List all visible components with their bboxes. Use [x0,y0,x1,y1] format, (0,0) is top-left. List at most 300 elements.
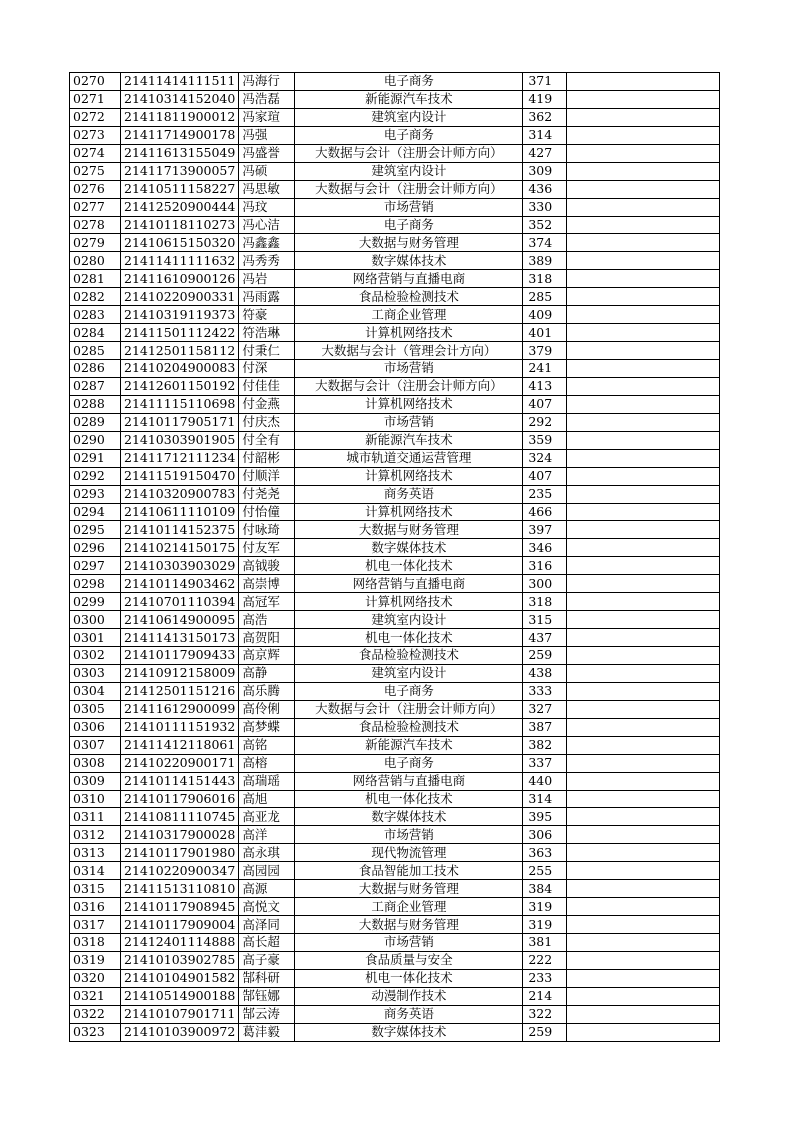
cell-candidate-id: 21410117908945 [121,898,239,916]
cell-serial-number: 0314 [70,862,121,880]
cell-serial-number: 0283 [70,306,121,324]
table-row [70,108,720,126]
cell-score: 318 [523,593,567,611]
cell-student-name: 郜钰娜 [239,987,295,1005]
cell-student-name: 高乐腾 [239,682,295,700]
table-row [70,144,720,162]
cell-major: 市场营销 [295,198,523,216]
cell-major: 机电一体化技术 [295,629,523,647]
cell-serial-number: 0290 [70,431,121,449]
table-row [70,969,720,987]
cell-student-name: 高铭 [239,736,295,754]
cell-remark [567,395,720,413]
cell-major: 新能源汽车技术 [295,736,523,754]
cell-candidate-id: 21411713900057 [121,162,239,180]
cell-major: 电子商务 [295,754,523,772]
cell-student-name: 付怡僮 [239,503,295,521]
cell-student-name: 冯心洁 [239,216,295,234]
cell-candidate-id: 21410114903462 [121,575,239,593]
cell-serial-number: 0292 [70,467,121,485]
cell-remark [567,180,720,198]
cell-score: 235 [523,485,567,503]
cell-score: 233 [523,969,567,987]
cell-serial-number: 0311 [70,808,121,826]
cell-major: 食品质量与安全 [295,951,523,969]
cell-serial-number: 0274 [70,144,121,162]
cell-candidate-id: 21411412118061 [121,736,239,754]
cell-score: 319 [523,916,567,934]
table-row [70,539,720,557]
cell-serial-number: 0320 [70,969,121,987]
cell-remark [567,431,720,449]
cell-remark [567,682,720,700]
cell-score: 314 [523,790,567,808]
cell-candidate-id: 21411612900099 [121,700,239,718]
table-row [70,951,720,969]
cell-candidate-id: 21411519150470 [121,467,239,485]
cell-candidate-id: 21410104901582 [121,969,239,987]
cell-score: 409 [523,306,567,324]
cell-major: 机电一体化技术 [295,557,523,575]
cell-remark [567,234,720,252]
cell-remark [567,880,720,898]
cell-candidate-id: 21410114151443 [121,772,239,790]
cell-serial-number: 0309 [70,772,121,790]
cell-candidate-id: 21410103900972 [121,1023,239,1041]
table-row [70,503,720,521]
table-row [70,826,720,844]
cell-remark [567,647,720,665]
table-row [70,682,720,700]
cell-major: 大数据与财务管理 [295,880,523,898]
cell-score: 389 [523,252,567,270]
cell-serial-number: 0291 [70,449,121,467]
cell-major: 食品智能加工技术 [295,862,523,880]
table-row [70,700,720,718]
cell-serial-number: 0308 [70,754,121,772]
table-row [70,73,720,91]
cell-score: 401 [523,324,567,342]
cell-remark [567,844,720,862]
cell-score: 309 [523,162,567,180]
cell-remark [567,449,720,467]
cell-score: 319 [523,898,567,916]
cell-student-name: 郜科研 [239,969,295,987]
cell-major: 电子商务 [295,682,523,700]
cell-score: 346 [523,539,567,557]
cell-candidate-id: 21410303901905 [121,431,239,449]
table-row [70,844,720,862]
table-row [70,126,720,144]
cell-student-name: 冯玟 [239,198,295,216]
cell-major: 网络营销与直播电商 [295,575,523,593]
cell-student-name: 高钺骏 [239,557,295,575]
cell-score: 384 [523,880,567,898]
cell-remark [567,557,720,575]
cell-major: 数字媒体技术 [295,1023,523,1041]
table-row [70,162,720,180]
cell-candidate-id: 21411513110810 [121,880,239,898]
cell-candidate-id: 21410111151932 [121,718,239,736]
table-row [70,360,720,378]
cell-candidate-id: 21412601150192 [121,377,239,395]
cell-candidate-id: 21410514900188 [121,987,239,1005]
cell-major: 网络营销与直播电商 [295,772,523,790]
cell-major: 大数据与会计（注册会计师方向） [295,377,523,395]
table-row [70,664,720,682]
cell-candidate-id: 21410118110273 [121,216,239,234]
cell-major: 现代物流管理 [295,844,523,862]
cell-student-name: 付金燕 [239,395,295,413]
cell-major: 新能源汽车技术 [295,90,523,108]
cell-major: 大数据与财务管理 [295,916,523,934]
cell-candidate-id: 21410511158227 [121,180,239,198]
cell-remark [567,754,720,772]
cell-candidate-id: 21411712111234 [121,449,239,467]
cell-major: 市场营销 [295,826,523,844]
cell-candidate-id: 21410614900095 [121,611,239,629]
cell-score: 381 [523,934,567,952]
table-row [70,180,720,198]
cell-serial-number: 0318 [70,934,121,952]
cell-serial-number: 0273 [70,126,121,144]
cell-remark [567,593,720,611]
cell-candidate-id: 21410204900083 [121,360,239,378]
cell-remark [567,503,720,521]
cell-candidate-id: 21410114152375 [121,521,239,539]
cell-serial-number: 0282 [70,288,121,306]
cell-student-name: 高梦蝶 [239,718,295,736]
cell-score: 259 [523,1023,567,1041]
cell-serial-number: 0307 [70,736,121,754]
cell-serial-number: 0323 [70,1023,121,1041]
cell-candidate-id: 21411411111632 [121,252,239,270]
cell-remark [567,898,720,916]
table-row [70,431,720,449]
cell-score: 314 [523,126,567,144]
cell-candidate-id: 21410611110109 [121,503,239,521]
cell-remark [567,969,720,987]
cell-score: 440 [523,772,567,790]
table-row [70,521,720,539]
cell-student-name: 冯家瑄 [239,108,295,126]
cell-score: 379 [523,342,567,360]
cell-score: 333 [523,682,567,700]
cell-student-name: 冯浩磊 [239,90,295,108]
cell-remark [567,862,720,880]
table-row [70,198,720,216]
cell-score: 387 [523,718,567,736]
cell-major: 动漫制作技术 [295,987,523,1005]
cell-student-name: 高园园 [239,862,295,880]
cell-candidate-id: 21411115110698 [121,395,239,413]
cell-serial-number: 0312 [70,826,121,844]
cell-candidate-id: 21410912158009 [121,664,239,682]
cell-remark [567,575,720,593]
cell-score: 427 [523,144,567,162]
cell-student-name: 高旭 [239,790,295,808]
cell-serial-number: 0278 [70,216,121,234]
cell-student-name: 高浩 [239,611,295,629]
cell-score: 438 [523,664,567,682]
cell-serial-number: 0319 [70,951,121,969]
cell-candidate-id: 21411811900012 [121,108,239,126]
cell-candidate-id: 21411610900126 [121,270,239,288]
cell-major: 数字媒体技术 [295,252,523,270]
cell-candidate-id: 21410117909004 [121,916,239,934]
cell-score: 437 [523,629,567,647]
cell-serial-number: 0294 [70,503,121,521]
table-row [70,916,720,934]
table-row [70,808,720,826]
cell-student-name: 高京辉 [239,647,295,665]
cell-remark [567,198,720,216]
cell-serial-number: 0277 [70,198,121,216]
cell-student-name: 高冠军 [239,593,295,611]
cell-score: 241 [523,360,567,378]
cell-serial-number: 0316 [70,898,121,916]
cell-remark [567,700,720,718]
table-row [70,898,720,916]
cell-major: 大数据与财务管理 [295,521,523,539]
cell-score: 363 [523,844,567,862]
cell-student-name: 符浩琳 [239,324,295,342]
cell-remark [567,629,720,647]
cell-major: 市场营销 [295,934,523,952]
cell-student-name: 高静 [239,664,295,682]
cell-candidate-id: 21411413150173 [121,629,239,647]
cell-remark [567,360,720,378]
cell-serial-number: 0296 [70,539,121,557]
cell-candidate-id: 21410314152040 [121,90,239,108]
cell-candidate-id: 21410117909433 [121,647,239,665]
cell-student-name: 高崇博 [239,575,295,593]
cell-student-name: 高榕 [239,754,295,772]
table-row [70,934,720,952]
cell-score: 318 [523,270,567,288]
cell-score: 374 [523,234,567,252]
table-row [70,790,720,808]
cell-serial-number: 0280 [70,252,121,270]
cell-serial-number: 0272 [70,108,121,126]
table-row [70,342,720,360]
cell-candidate-id: 21410303903029 [121,557,239,575]
cell-candidate-id: 21411414111511 [121,73,239,91]
cell-major: 机电一体化技术 [295,969,523,987]
cell-candidate-id: 21410103902785 [121,951,239,969]
cell-remark [567,826,720,844]
table-row [70,647,720,665]
cell-remark [567,216,720,234]
cell-score: 255 [523,862,567,880]
cell-candidate-id: 21412520900444 [121,198,239,216]
cell-major: 计算机网络技术 [295,324,523,342]
table-row [70,306,720,324]
cell-serial-number: 0304 [70,682,121,700]
cell-student-name: 高永琪 [239,844,295,862]
cell-serial-number: 0276 [70,180,121,198]
cell-serial-number: 0300 [70,611,121,629]
cell-candidate-id: 21410117905171 [121,413,239,431]
cell-serial-number: 0275 [70,162,121,180]
cell-score: 330 [523,198,567,216]
cell-remark [567,73,720,91]
table-row [70,395,720,413]
cell-serial-number: 0287 [70,377,121,395]
cell-student-name: 高贺阳 [239,629,295,647]
cell-serial-number: 0298 [70,575,121,593]
cell-score: 407 [523,467,567,485]
cell-major: 食品检验检测技术 [295,647,523,665]
cell-serial-number: 0286 [70,360,121,378]
table-row [70,252,720,270]
cell-student-name: 付友军 [239,539,295,557]
cell-score: 315 [523,611,567,629]
cell-serial-number: 0285 [70,342,121,360]
cell-candidate-id: 21412501158112 [121,342,239,360]
table-row [70,234,720,252]
cell-student-name: 付深 [239,360,295,378]
cell-remark [567,951,720,969]
table-row [70,736,720,754]
cell-major: 工商企业管理 [295,306,523,324]
cell-major: 数字媒体技术 [295,539,523,557]
cell-major: 新能源汽车技术 [295,431,523,449]
cell-score: 419 [523,90,567,108]
table-row [70,90,720,108]
cell-serial-number: 0270 [70,73,121,91]
table-row [70,377,720,395]
table-row [70,485,720,503]
cell-student-name: 高源 [239,880,295,898]
cell-serial-number: 0303 [70,664,121,682]
cell-remark [567,324,720,342]
cell-remark [567,252,720,270]
cell-student-name: 冯雨露 [239,288,295,306]
cell-score: 214 [523,987,567,1005]
cell-student-name: 付全有 [239,431,295,449]
cell-remark [567,539,720,557]
cell-serial-number: 0321 [70,987,121,1005]
cell-serial-number: 0315 [70,880,121,898]
cell-serial-number: 0279 [70,234,121,252]
cell-candidate-id: 21410320900783 [121,485,239,503]
cell-remark [567,90,720,108]
cell-major: 城市轨道交通运营管理 [295,449,523,467]
cell-remark [567,987,720,1005]
table-row [70,1023,720,1041]
cell-student-name: 高亚龙 [239,808,295,826]
cell-remark [567,126,720,144]
cell-student-name: 高子豪 [239,951,295,969]
cell-student-name: 冯秀秀 [239,252,295,270]
cell-serial-number: 0284 [70,324,121,342]
table-row [70,718,720,736]
table-row [70,467,720,485]
cell-student-name: 高瑞瑶 [239,772,295,790]
cell-score: 306 [523,826,567,844]
table-row [70,862,720,880]
admission-list-table [69,72,720,1042]
cell-remark [567,288,720,306]
cell-score: 362 [523,108,567,126]
cell-major: 商务英语 [295,1005,523,1023]
cell-serial-number: 0302 [70,647,121,665]
table-row [70,216,720,234]
cell-candidate-id: 21410220900331 [121,288,239,306]
cell-serial-number: 0293 [70,485,121,503]
cell-score: 300 [523,575,567,593]
cell-student-name: 付咏琦 [239,521,295,539]
cell-major: 机电一体化技术 [295,790,523,808]
cell-major: 大数据与会计（管理会计方向） [295,342,523,360]
table-row [70,987,720,1005]
cell-serial-number: 0295 [70,521,121,539]
cell-major: 计算机网络技术 [295,593,523,611]
cell-serial-number: 0305 [70,700,121,718]
cell-remark [567,718,720,736]
cell-candidate-id: 21410117906016 [121,790,239,808]
cell-score: 413 [523,377,567,395]
cell-serial-number: 0271 [70,90,121,108]
cell-score: 316 [523,557,567,575]
cell-remark [567,521,720,539]
cell-remark [567,108,720,126]
cell-major: 工商企业管理 [295,898,523,916]
cell-serial-number: 0297 [70,557,121,575]
cell-major: 计算机网络技术 [295,395,523,413]
cell-remark [567,413,720,431]
cell-candidate-id: 21410317900028 [121,826,239,844]
cell-candidate-id: 21410811110745 [121,808,239,826]
table-row [70,611,720,629]
cell-score: 359 [523,431,567,449]
cell-candidate-id: 21410615150320 [121,234,239,252]
table-row [70,324,720,342]
cell-student-name: 付秉仁 [239,342,295,360]
cell-student-name: 付佳佳 [239,377,295,395]
cell-score: 222 [523,951,567,969]
cell-score: 371 [523,73,567,91]
cell-major: 数字媒体技术 [295,808,523,826]
cell-major: 计算机网络技术 [295,503,523,521]
cell-major: 食品检验检测技术 [295,718,523,736]
cell-score: 395 [523,808,567,826]
cell-major: 建筑室内设计 [295,108,523,126]
cell-serial-number: 0281 [70,270,121,288]
cell-serial-number: 0317 [70,916,121,934]
cell-score: 322 [523,1005,567,1023]
cell-major: 市场营销 [295,413,523,431]
cell-student-name: 冯强 [239,126,295,144]
cell-serial-number: 0288 [70,395,121,413]
cell-student-name: 付尧尧 [239,485,295,503]
cell-major: 网络营销与直播电商 [295,270,523,288]
cell-score: 352 [523,216,567,234]
cell-student-name: 高悦文 [239,898,295,916]
cell-serial-number: 0299 [70,593,121,611]
cell-remark [567,485,720,503]
cell-major: 大数据与会计（注册会计师方向） [295,180,523,198]
cell-remark [567,342,720,360]
table-body [70,73,720,1042]
cell-candidate-id: 21410220900347 [121,862,239,880]
cell-major: 市场营销 [295,360,523,378]
cell-major: 大数据与会计（注册会计师方向） [295,700,523,718]
cell-candidate-id: 21410117901980 [121,844,239,862]
cell-student-name: 葛沣毅 [239,1023,295,1041]
cell-remark [567,1023,720,1041]
